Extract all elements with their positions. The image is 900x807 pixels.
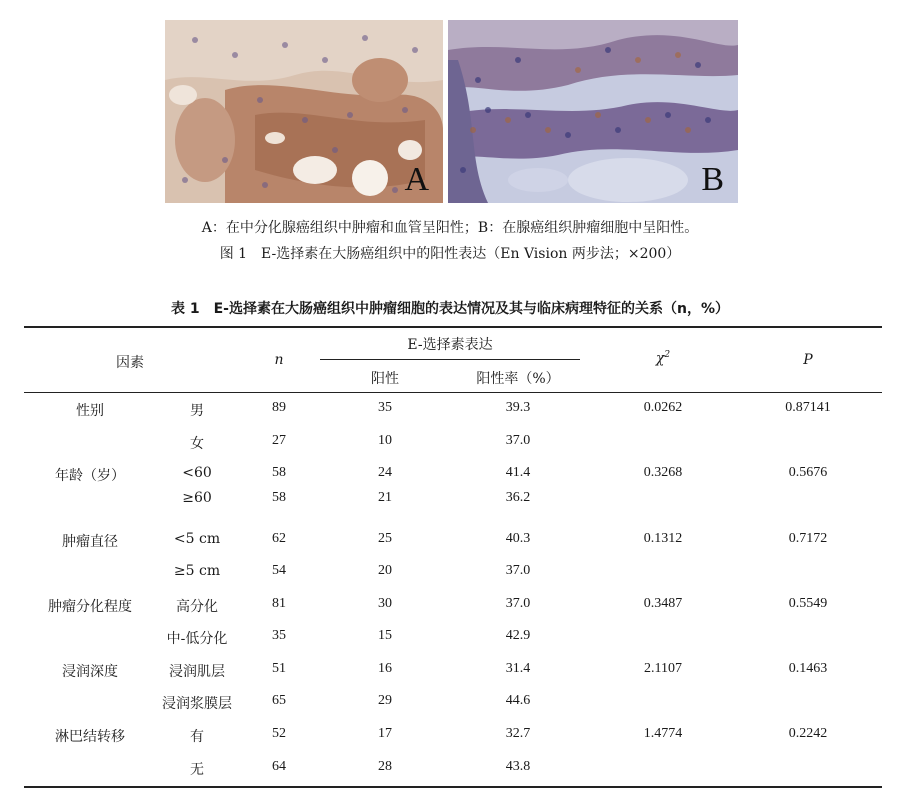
table-header-rule	[24, 392, 882, 393]
cell-positive-rate: 43.8	[505, 759, 531, 774]
table-top-rule	[24, 326, 882, 328]
cell-n: 51	[272, 661, 286, 676]
cell-n: 81	[272, 596, 286, 611]
table-row	[0, 531, 900, 553]
cell-subgroup: 女	[190, 436, 204, 452]
cell-factor: 肿瘤直径	[62, 534, 118, 550]
table-subheader-rule	[320, 359, 580, 360]
table-row	[0, 490, 900, 512]
cell-subgroup: 中-低分化	[166, 631, 228, 647]
cell-positive: 30	[378, 596, 392, 611]
cell-positive-rate: 44.6	[505, 693, 531, 708]
table-row	[0, 726, 900, 748]
cell-subgroup: 高分化	[176, 599, 218, 615]
cell-subgroup: ≥60	[182, 490, 212, 506]
header-expression-group: E-选择素表达	[407, 337, 493, 353]
header-factor: 因素	[116, 355, 144, 371]
cell-n: 58	[272, 490, 286, 505]
cell-chi-square: 0.1312	[643, 531, 683, 546]
figure-panel-b	[448, 20, 738, 203]
cell-subgroup: <5 cm	[173, 531, 221, 547]
cell-n: 52	[272, 726, 286, 741]
cell-subgroup: ≥5 cm	[173, 563, 221, 579]
header-n: n	[274, 352, 284, 368]
cell-positive-rate: 37.0	[505, 596, 531, 611]
panel-a-label: A	[404, 161, 429, 198]
cell-positive-rate: 37.0	[505, 433, 531, 448]
cell-chi-square: 0.3487	[643, 596, 683, 611]
cell-n: 58	[272, 465, 286, 480]
cell-positive-rate: 41.4	[505, 465, 531, 480]
cell-positive: 15	[378, 628, 392, 643]
cell-positive-rate: 32.7	[505, 726, 531, 741]
cell-positive-rate: 36.2	[505, 490, 531, 505]
table-row	[0, 465, 900, 487]
cell-n: 35	[272, 628, 286, 643]
cell-p-value: 0.87141	[785, 400, 831, 415]
cell-p-value: 0.5549	[788, 596, 828, 611]
cell-p-value: 0.7172	[788, 531, 828, 546]
panel-b-label: B	[701, 161, 724, 198]
cell-n: 27	[272, 433, 286, 448]
table-row	[0, 563, 900, 585]
cell-subgroup: 男	[190, 403, 204, 419]
header-positive: 阳性	[371, 371, 399, 387]
table-row	[0, 661, 900, 683]
cell-chi-square: 2.1107	[644, 661, 682, 676]
cell-positive: 10	[378, 433, 392, 448]
chi-symbol: χ	[655, 350, 665, 367]
cell-positive: 24	[378, 465, 392, 480]
table-row	[0, 693, 900, 715]
header-chi-square	[656, 350, 670, 367]
cell-positive: 28	[378, 759, 392, 774]
header-positive-rate: 阳性率（%）	[476, 371, 560, 387]
cell-positive-rate: 39.3	[505, 400, 531, 415]
cell-chi-square: 1.4774	[643, 726, 683, 741]
table-row	[0, 433, 900, 455]
cell-positive: 35	[378, 400, 392, 415]
cell-p-value: 0.5676	[788, 465, 828, 480]
chi-superscript: 2	[664, 350, 671, 360]
cell-positive-rate: 37.0	[505, 563, 531, 578]
cell-p-value: 0.2242	[788, 726, 828, 741]
cell-n: 54	[272, 563, 286, 578]
cell-factor: 浸润深度	[62, 664, 118, 680]
cell-positive-rate: 31.4	[505, 661, 531, 676]
table-row	[0, 596, 900, 618]
figure-title: 图 1 E-选择素在大肠癌组织中的阳性表达（En Vision 两步法；×200）	[219, 246, 681, 262]
cell-factor: 年龄（岁）	[55, 468, 125, 484]
cell-positive: 25	[378, 531, 392, 546]
cell-p-value: 0.1463	[788, 661, 828, 676]
figure-panel-a	[165, 20, 443, 203]
cell-n: 62	[272, 531, 286, 546]
cell-n: 65	[272, 693, 286, 708]
cell-positive-rate: 40.3	[505, 531, 531, 546]
cell-chi-square: 0.0262	[643, 400, 683, 415]
table-bottom-rule	[24, 786, 882, 788]
cell-factor: 淋巴结转移	[55, 729, 125, 745]
cell-factor: 肿瘤分化程度	[48, 599, 132, 615]
figure-panel-caption: A：在中分化腺癌组织中肿瘤和血管呈阳性；B：在腺癌组织肿瘤细胞中呈阳性。	[201, 220, 699, 236]
table-row	[0, 628, 900, 650]
cell-subgroup: <60	[182, 465, 212, 481]
micrograph-b-image	[448, 20, 738, 203]
table-title: 表 1 E-选择素在大肠癌组织中肿瘤细胞的表达情况及其与临床病理特征的关系（n，%）	[171, 301, 729, 317]
cell-subgroup: 浸润浆膜层	[162, 696, 232, 712]
cell-positive-rate: 42.9	[505, 628, 531, 643]
cell-subgroup: 有	[190, 729, 204, 745]
cell-n: 64	[272, 759, 286, 774]
table-row	[0, 759, 900, 781]
cell-subgroup: 浸润肌层	[169, 664, 225, 680]
cell-subgroup: 无	[190, 762, 204, 778]
cell-positive: 20	[378, 563, 392, 578]
cell-factor: 性别	[76, 403, 104, 419]
cell-positive: 16	[378, 661, 392, 676]
cell-n: 89	[272, 400, 286, 415]
micrograph-a-image	[165, 20, 443, 203]
table-row	[0, 400, 900, 422]
cell-positive: 21	[378, 490, 392, 505]
cell-chi-square: 0.3268	[643, 465, 683, 480]
cell-positive: 17	[378, 726, 392, 741]
header-p: P	[803, 352, 813, 368]
cell-positive: 29	[378, 693, 392, 708]
